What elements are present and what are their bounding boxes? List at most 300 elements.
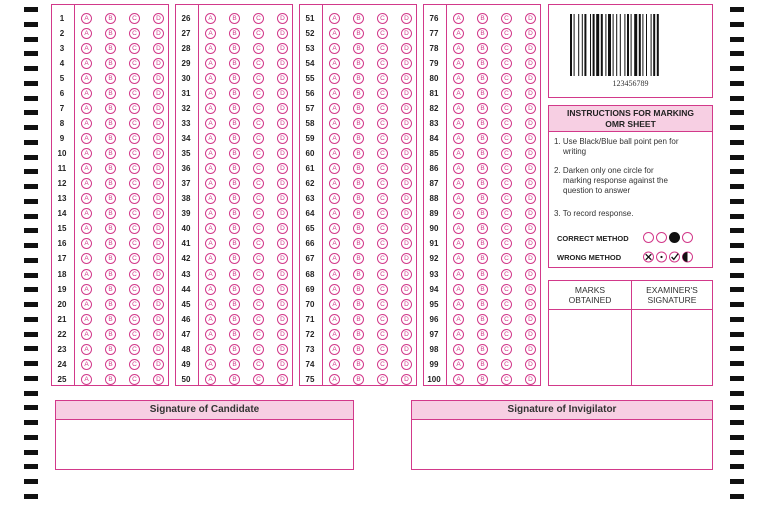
answer-bubble-b[interactable]: B	[477, 58, 488, 69]
answer-bubble-a[interactable]: A	[205, 223, 216, 234]
answer-bubble-c[interactable]: C	[501, 314, 512, 325]
answer-bubble-c[interactable]: C	[501, 299, 512, 310]
answer-bubble-a[interactable]: A	[453, 344, 464, 355]
answer-bubble-d[interactable]: D	[277, 359, 288, 370]
answer-bubble-d[interactable]: D	[277, 13, 288, 24]
answer-bubble-b[interactable]: B	[353, 88, 364, 99]
answer-bubble-a[interactable]: A	[81, 359, 92, 370]
answer-bubble-d[interactable]: D	[401, 284, 412, 295]
answer-bubble-a[interactable]: A	[81, 223, 92, 234]
answer-bubble-c[interactable]: C	[253, 148, 264, 159]
answer-bubble-a[interactable]: A	[81, 208, 92, 219]
answer-bubble-b[interactable]: B	[477, 13, 488, 24]
answer-bubble-a[interactable]: A	[329, 133, 340, 144]
answer-bubble-d[interactable]: D	[525, 88, 536, 99]
answer-bubble-b[interactable]: B	[229, 43, 240, 54]
answer-bubble-a[interactable]: A	[453, 28, 464, 39]
answer-bubble-b[interactable]: B	[353, 344, 364, 355]
answer-bubble-d[interactable]: D	[401, 269, 412, 280]
answer-bubble-c[interactable]: C	[129, 329, 140, 340]
answer-bubble-c[interactable]: C	[253, 223, 264, 234]
answer-bubble-c[interactable]: C	[377, 43, 388, 54]
answer-bubble-c[interactable]: C	[253, 73, 264, 84]
answer-bubble-c[interactable]: C	[253, 253, 264, 264]
answer-bubble-c[interactable]: C	[253, 359, 264, 370]
answer-bubble-d[interactable]: D	[525, 133, 536, 144]
answer-bubble-d[interactable]: D	[401, 374, 412, 385]
answer-bubble-b[interactable]: B	[105, 13, 116, 24]
answer-bubble-c[interactable]: C	[377, 208, 388, 219]
answer-bubble-a[interactable]: A	[329, 28, 340, 39]
answer-bubble-c[interactable]: C	[129, 269, 140, 280]
answer-bubble-c[interactable]: C	[253, 329, 264, 340]
answer-bubble-d[interactable]: D	[153, 329, 164, 340]
answer-bubble-a[interactable]: A	[453, 58, 464, 69]
answer-bubble-c[interactable]: C	[501, 238, 512, 249]
answer-bubble-d[interactable]: D	[525, 253, 536, 264]
answer-bubble-a[interactable]: A	[329, 88, 340, 99]
answer-bubble-b[interactable]: B	[353, 208, 364, 219]
answer-bubble-b[interactable]: B	[105, 374, 116, 385]
answer-bubble-a[interactable]: A	[81, 253, 92, 264]
answer-bubble-d[interactable]: D	[525, 238, 536, 249]
answer-bubble-a[interactable]: A	[205, 118, 216, 129]
answer-bubble-a[interactable]: A	[205, 299, 216, 310]
answer-bubble-d[interactable]: D	[277, 88, 288, 99]
answer-bubble-c[interactable]: C	[377, 103, 388, 114]
answer-bubble-b[interactable]: B	[477, 43, 488, 54]
answer-bubble-d[interactable]: D	[525, 178, 536, 189]
answer-bubble-a[interactable]: A	[205, 88, 216, 99]
answer-bubble-a[interactable]: A	[205, 238, 216, 249]
answer-bubble-d[interactable]: D	[401, 133, 412, 144]
answer-bubble-b[interactable]: B	[229, 208, 240, 219]
answer-bubble-a[interactable]: A	[205, 193, 216, 204]
answer-bubble-a[interactable]: A	[81, 148, 92, 159]
answer-bubble-a[interactable]: A	[453, 374, 464, 385]
answer-bubble-c[interactable]: C	[253, 13, 264, 24]
answer-bubble-c[interactable]: C	[253, 43, 264, 54]
answer-bubble-d[interactable]: D	[277, 208, 288, 219]
answer-bubble-a[interactable]: A	[205, 208, 216, 219]
answer-bubble-b[interactable]: B	[353, 118, 364, 129]
answer-bubble-a[interactable]: A	[329, 344, 340, 355]
answer-bubble-c[interactable]: C	[129, 43, 140, 54]
answer-bubble-b[interactable]: B	[353, 374, 364, 385]
answer-bubble-b[interactable]: B	[477, 73, 488, 84]
answer-bubble-d[interactable]: D	[525, 73, 536, 84]
answer-bubble-a[interactable]: A	[205, 253, 216, 264]
answer-bubble-a[interactable]: A	[81, 329, 92, 340]
answer-bubble-d[interactable]: D	[277, 269, 288, 280]
answer-bubble-c[interactable]: C	[253, 269, 264, 280]
answer-bubble-c[interactable]: C	[501, 163, 512, 174]
answer-bubble-b[interactable]: B	[229, 118, 240, 129]
answer-bubble-d[interactable]: D	[153, 223, 164, 234]
answer-bubble-c[interactable]: C	[253, 344, 264, 355]
answer-bubble-b[interactable]: B	[477, 88, 488, 99]
answer-bubble-a[interactable]: A	[81, 299, 92, 310]
answer-bubble-c[interactable]: C	[501, 284, 512, 295]
answer-bubble-a[interactable]: A	[453, 253, 464, 264]
answer-bubble-a[interactable]: A	[329, 208, 340, 219]
answer-bubble-d[interactable]: D	[401, 299, 412, 310]
answer-bubble-d[interactable]: D	[401, 223, 412, 234]
answer-bubble-c[interactable]: C	[501, 148, 512, 159]
answer-bubble-d[interactable]: D	[277, 314, 288, 325]
answer-bubble-b[interactable]: B	[105, 208, 116, 219]
answer-bubble-b[interactable]: B	[105, 284, 116, 295]
answer-bubble-a[interactable]: A	[81, 103, 92, 114]
answer-bubble-b[interactable]: B	[353, 269, 364, 280]
answer-bubble-b[interactable]: B	[105, 133, 116, 144]
answer-bubble-d[interactable]: D	[153, 314, 164, 325]
answer-bubble-b[interactable]: B	[353, 223, 364, 234]
answer-bubble-a[interactable]: A	[453, 284, 464, 295]
answer-bubble-b[interactable]: B	[477, 314, 488, 325]
answer-bubble-a[interactable]: A	[453, 329, 464, 340]
answer-bubble-a[interactable]: A	[205, 73, 216, 84]
answer-bubble-b[interactable]: B	[229, 314, 240, 325]
answer-bubble-d[interactable]: D	[525, 299, 536, 310]
answer-bubble-a[interactable]: A	[453, 193, 464, 204]
answer-bubble-b[interactable]: B	[229, 148, 240, 159]
answer-bubble-a[interactable]: A	[81, 314, 92, 325]
answer-bubble-c[interactable]: C	[253, 299, 264, 310]
answer-bubble-b[interactable]: B	[477, 28, 488, 39]
answer-bubble-a[interactable]: A	[453, 43, 464, 54]
answer-bubble-c[interactable]: C	[377, 314, 388, 325]
answer-bubble-b[interactable]: B	[229, 133, 240, 144]
answer-bubble-d[interactable]: D	[401, 73, 412, 84]
answer-bubble-a[interactable]: A	[329, 13, 340, 24]
answer-bubble-b[interactable]: B	[229, 284, 240, 295]
answer-bubble-d[interactable]: D	[153, 344, 164, 355]
answer-bubble-a[interactable]: A	[453, 269, 464, 280]
answer-bubble-a[interactable]: A	[205, 269, 216, 280]
answer-bubble-a[interactable]: A	[81, 28, 92, 39]
answer-bubble-b[interactable]: B	[477, 329, 488, 340]
answer-bubble-a[interactable]: A	[81, 88, 92, 99]
answer-bubble-d[interactable]: D	[401, 148, 412, 159]
answer-bubble-c[interactable]: C	[129, 314, 140, 325]
answer-bubble-a[interactable]: A	[205, 374, 216, 385]
answer-bubble-b[interactable]: B	[477, 238, 488, 249]
answer-bubble-d[interactable]: D	[525, 208, 536, 219]
answer-bubble-d[interactable]: D	[277, 28, 288, 39]
answer-bubble-d[interactable]: D	[525, 118, 536, 129]
answer-bubble-d[interactable]: D	[401, 193, 412, 204]
answer-bubble-a[interactable]: A	[329, 299, 340, 310]
answer-bubble-c[interactable]: C	[377, 359, 388, 370]
answer-bubble-d[interactable]: D	[277, 374, 288, 385]
answer-bubble-d[interactable]: D	[277, 133, 288, 144]
answer-bubble-a[interactable]: A	[329, 163, 340, 174]
answer-bubble-c[interactable]: C	[129, 163, 140, 174]
answer-bubble-b[interactable]: B	[477, 193, 488, 204]
answer-bubble-d[interactable]: D	[401, 88, 412, 99]
answer-bubble-c[interactable]: C	[377, 58, 388, 69]
answer-bubble-d[interactable]: D	[153, 58, 164, 69]
answer-bubble-c[interactable]: C	[253, 238, 264, 249]
answer-bubble-c[interactable]: C	[501, 359, 512, 370]
answer-bubble-b[interactable]: B	[105, 253, 116, 264]
answer-bubble-c[interactable]: C	[377, 329, 388, 340]
answer-bubble-a[interactable]: A	[81, 284, 92, 295]
answer-bubble-a[interactable]: A	[453, 73, 464, 84]
answer-bubble-b[interactable]: B	[105, 118, 116, 129]
answer-bubble-d[interactable]: D	[153, 28, 164, 39]
answer-bubble-b[interactable]: B	[477, 163, 488, 174]
answer-bubble-c[interactable]: C	[377, 118, 388, 129]
answer-bubble-b[interactable]: B	[105, 193, 116, 204]
answer-bubble-d[interactable]: D	[401, 253, 412, 264]
answer-bubble-a[interactable]: A	[329, 58, 340, 69]
answer-bubble-c[interactable]: C	[129, 208, 140, 219]
answer-bubble-d[interactable]: D	[525, 28, 536, 39]
answer-bubble-d[interactable]: D	[277, 118, 288, 129]
answer-bubble-c[interactable]: C	[501, 103, 512, 114]
answer-bubble-b[interactable]: B	[229, 13, 240, 24]
answer-bubble-a[interactable]: A	[329, 329, 340, 340]
answer-bubble-d[interactable]: D	[277, 329, 288, 340]
answer-bubble-c[interactable]: C	[129, 88, 140, 99]
answer-bubble-c[interactable]: C	[501, 73, 512, 84]
answer-bubble-b[interactable]: B	[105, 344, 116, 355]
answer-bubble-b[interactable]: B	[353, 103, 364, 114]
answer-bubble-c[interactable]: C	[501, 193, 512, 204]
answer-bubble-d[interactable]: D	[277, 223, 288, 234]
answer-bubble-b[interactable]: B	[477, 133, 488, 144]
answer-bubble-a[interactable]: A	[81, 13, 92, 24]
answer-bubble-c[interactable]: C	[377, 284, 388, 295]
answer-bubble-c[interactable]: C	[501, 88, 512, 99]
answer-bubble-a[interactable]: A	[205, 28, 216, 39]
answer-bubble-d[interactable]: D	[401, 43, 412, 54]
answer-bubble-a[interactable]: A	[453, 299, 464, 310]
answer-bubble-d[interactable]: D	[525, 359, 536, 370]
answer-bubble-c[interactable]: C	[253, 118, 264, 129]
answer-bubble-b[interactable]: B	[229, 103, 240, 114]
answer-bubble-d[interactable]: D	[153, 208, 164, 219]
answer-bubble-d[interactable]: D	[277, 284, 288, 295]
answer-bubble-d[interactable]: D	[401, 103, 412, 114]
answer-bubble-b[interactable]: B	[477, 253, 488, 264]
answer-bubble-a[interactable]: A	[81, 269, 92, 280]
answer-bubble-b[interactable]: B	[353, 13, 364, 24]
answer-bubble-d[interactable]: D	[153, 284, 164, 295]
answer-bubble-d[interactable]: D	[525, 223, 536, 234]
answer-bubble-c[interactable]: C	[253, 133, 264, 144]
answer-bubble-a[interactable]: A	[81, 43, 92, 54]
answer-bubble-d[interactable]: D	[153, 359, 164, 370]
answer-bubble-b[interactable]: B	[105, 314, 116, 325]
answer-bubble-b[interactable]: B	[229, 238, 240, 249]
answer-bubble-d[interactable]: D	[277, 148, 288, 159]
answer-bubble-c[interactable]: C	[129, 73, 140, 84]
answer-bubble-c[interactable]: C	[501, 178, 512, 189]
answer-bubble-d[interactable]: D	[153, 238, 164, 249]
answer-bubble-a[interactable]: A	[329, 314, 340, 325]
answer-bubble-d[interactable]: D	[277, 103, 288, 114]
answer-bubble-c[interactable]: C	[501, 269, 512, 280]
answer-bubble-b[interactable]: B	[229, 344, 240, 355]
answer-bubble-d[interactable]: D	[401, 314, 412, 325]
answer-bubble-d[interactable]: D	[277, 73, 288, 84]
answer-bubble-b[interactable]: B	[477, 374, 488, 385]
answer-bubble-b[interactable]: B	[477, 269, 488, 280]
answer-bubble-a[interactable]: A	[329, 253, 340, 264]
answer-bubble-d[interactable]: D	[153, 269, 164, 280]
answer-bubble-a[interactable]: A	[81, 118, 92, 129]
answer-bubble-b[interactable]: B	[105, 88, 116, 99]
answer-bubble-b[interactable]: B	[353, 178, 364, 189]
answer-bubble-b[interactable]: B	[229, 359, 240, 370]
answer-bubble-a[interactable]: A	[205, 13, 216, 24]
answer-bubble-c[interactable]: C	[377, 148, 388, 159]
answer-bubble-a[interactable]: A	[205, 133, 216, 144]
answer-bubble-d[interactable]: D	[153, 13, 164, 24]
answer-bubble-d[interactable]: D	[277, 58, 288, 69]
answer-bubble-c[interactable]: C	[129, 359, 140, 370]
answer-bubble-b[interactable]: B	[229, 193, 240, 204]
answer-bubble-d[interactable]: D	[525, 193, 536, 204]
answer-bubble-c[interactable]: C	[501, 329, 512, 340]
answer-bubble-d[interactable]: D	[401, 344, 412, 355]
answer-bubble-c[interactable]: C	[377, 299, 388, 310]
answer-bubble-d[interactable]: D	[401, 13, 412, 24]
answer-bubble-c[interactable]: C	[501, 133, 512, 144]
answer-bubble-d[interactable]: D	[153, 374, 164, 385]
answer-bubble-c[interactable]: C	[129, 344, 140, 355]
answer-bubble-b[interactable]: B	[353, 314, 364, 325]
answer-bubble-a[interactable]: A	[205, 43, 216, 54]
answer-bubble-d[interactable]: D	[153, 299, 164, 310]
answer-bubble-a[interactable]: A	[81, 73, 92, 84]
answer-bubble-b[interactable]: B	[477, 208, 488, 219]
answer-bubble-c[interactable]: C	[377, 344, 388, 355]
answer-bubble-b[interactable]: B	[353, 148, 364, 159]
answer-bubble-b[interactable]: B	[353, 133, 364, 144]
answer-bubble-c[interactable]: C	[377, 163, 388, 174]
answer-bubble-b[interactable]: B	[353, 329, 364, 340]
answer-bubble-c[interactable]: C	[501, 208, 512, 219]
answer-bubble-a[interactable]: A	[81, 374, 92, 385]
answer-bubble-b[interactable]: B	[353, 359, 364, 370]
answer-bubble-b[interactable]: B	[477, 223, 488, 234]
answer-bubble-b[interactable]: B	[105, 269, 116, 280]
answer-bubble-a[interactable]: A	[205, 58, 216, 69]
answer-bubble-c[interactable]: C	[377, 238, 388, 249]
answer-bubble-b[interactable]: B	[477, 178, 488, 189]
answer-bubble-a[interactable]: A	[329, 284, 340, 295]
answer-bubble-a[interactable]: A	[205, 329, 216, 340]
answer-bubble-a[interactable]: A	[81, 58, 92, 69]
answer-bubble-d[interactable]: D	[525, 314, 536, 325]
answer-bubble-c[interactable]: C	[253, 193, 264, 204]
answer-bubble-d[interactable]: D	[153, 88, 164, 99]
answer-bubble-d[interactable]: D	[525, 13, 536, 24]
answer-bubble-b[interactable]: B	[229, 73, 240, 84]
answer-bubble-c[interactable]: C	[129, 118, 140, 129]
answer-bubble-c[interactable]: C	[253, 284, 264, 295]
answer-bubble-b[interactable]: B	[353, 299, 364, 310]
answer-bubble-a[interactable]: A	[81, 238, 92, 249]
answer-bubble-b[interactable]: B	[105, 163, 116, 174]
answer-bubble-d[interactable]: D	[525, 163, 536, 174]
answer-bubble-d[interactable]: D	[277, 253, 288, 264]
answer-bubble-b[interactable]: B	[105, 223, 116, 234]
answer-bubble-b[interactable]: B	[477, 299, 488, 310]
answer-bubble-b[interactable]: B	[229, 163, 240, 174]
answer-bubble-c[interactable]: C	[501, 28, 512, 39]
answer-bubble-b[interactable]: B	[229, 299, 240, 310]
answer-bubble-d[interactable]: D	[401, 329, 412, 340]
answer-bubble-c[interactable]: C	[253, 58, 264, 69]
answer-bubble-c[interactable]: C	[253, 163, 264, 174]
answer-bubble-c[interactable]: C	[377, 88, 388, 99]
answer-bubble-d[interactable]: D	[525, 329, 536, 340]
answer-bubble-a[interactable]: A	[329, 193, 340, 204]
answer-bubble-c[interactable]: C	[501, 253, 512, 264]
answer-bubble-c[interactable]: C	[129, 58, 140, 69]
answer-bubble-d[interactable]: D	[153, 178, 164, 189]
candidate-signature-box[interactable]	[55, 400, 354, 470]
answer-bubble-d[interactable]: D	[525, 374, 536, 385]
answer-bubble-c[interactable]: C	[129, 28, 140, 39]
answer-bubble-a[interactable]: A	[81, 133, 92, 144]
answer-bubble-b[interactable]: B	[353, 73, 364, 84]
answer-bubble-c[interactable]: C	[501, 13, 512, 24]
answer-bubble-d[interactable]: D	[525, 344, 536, 355]
answer-bubble-a[interactable]: A	[453, 148, 464, 159]
answer-bubble-d[interactable]: D	[401, 58, 412, 69]
answer-bubble-d[interactable]: D	[277, 43, 288, 54]
answer-bubble-a[interactable]: A	[81, 193, 92, 204]
answer-bubble-a[interactable]: A	[329, 178, 340, 189]
answer-bubble-c[interactable]: C	[129, 284, 140, 295]
answer-bubble-a[interactable]: A	[329, 73, 340, 84]
answer-bubble-c[interactable]: C	[129, 374, 140, 385]
answer-bubble-a[interactable]: A	[205, 359, 216, 370]
answer-bubble-a[interactable]: A	[205, 103, 216, 114]
answer-bubble-b[interactable]: B	[105, 299, 116, 310]
answer-bubble-b[interactable]: B	[229, 28, 240, 39]
answer-bubble-b[interactable]: B	[229, 178, 240, 189]
answer-bubble-a[interactable]: A	[453, 208, 464, 219]
answer-bubble-b[interactable]: B	[229, 223, 240, 234]
answer-bubble-a[interactable]: A	[453, 88, 464, 99]
answer-bubble-c[interactable]: C	[253, 28, 264, 39]
answer-bubble-b[interactable]: B	[353, 28, 364, 39]
answer-bubble-d[interactable]: D	[525, 103, 536, 114]
answer-bubble-b[interactable]: B	[477, 344, 488, 355]
answer-bubble-a[interactable]: A	[453, 103, 464, 114]
answer-bubble-d[interactable]: D	[401, 163, 412, 174]
answer-bubble-c[interactable]: C	[253, 88, 264, 99]
answer-bubble-d[interactable]: D	[277, 344, 288, 355]
answer-bubble-a[interactable]: A	[453, 133, 464, 144]
answer-bubble-d[interactable]: D	[525, 284, 536, 295]
answer-bubble-b[interactable]: B	[229, 253, 240, 264]
answer-bubble-a[interactable]: A	[453, 314, 464, 325]
answer-bubble-a[interactable]: A	[329, 374, 340, 385]
answer-bubble-a[interactable]: A	[81, 344, 92, 355]
answer-bubble-a[interactable]: A	[329, 238, 340, 249]
answer-bubble-b[interactable]: B	[105, 43, 116, 54]
answer-bubble-d[interactable]: D	[277, 163, 288, 174]
answer-bubble-b[interactable]: B	[353, 58, 364, 69]
